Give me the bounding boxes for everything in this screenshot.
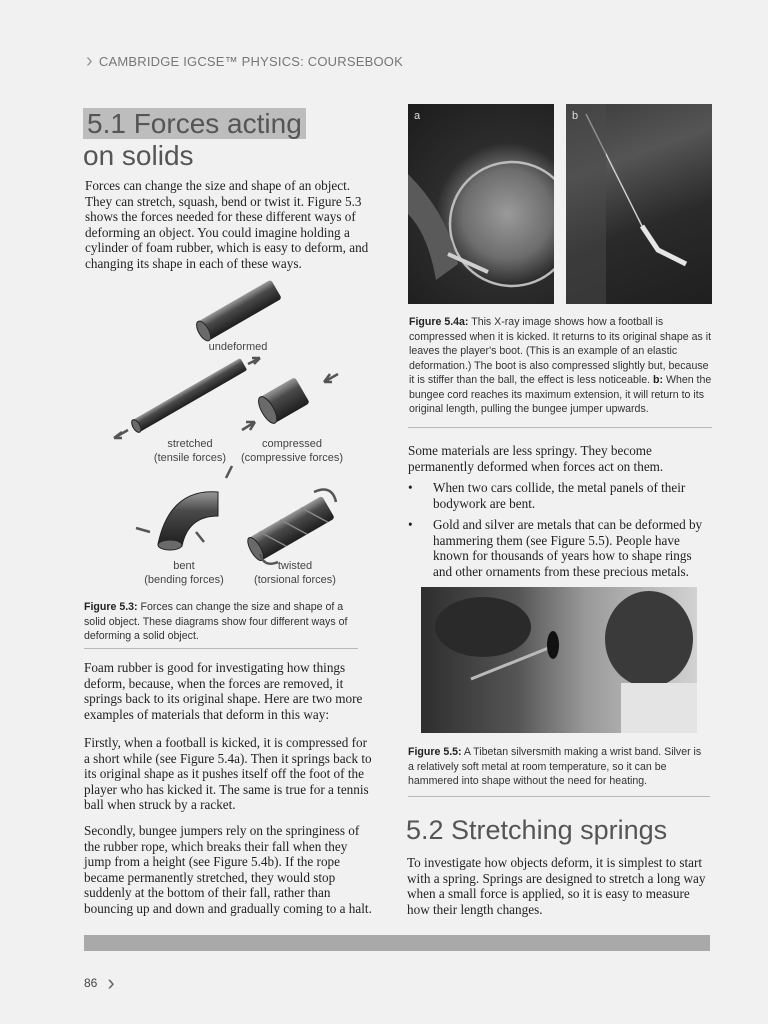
stretched-cylinder [130,358,247,434]
bullet-icon: • [408,517,413,532]
undeformed-cylinder [194,279,282,343]
bending-arrow-right [226,466,232,478]
footer-bar [84,935,710,951]
figure-5-3-caption: Figure 5.3: Forces can change the size and shape of a solid object. These diagrams show four different ways of deforming a solid object. [84,601,348,642]
section-title-5-2: 5.2 Stretching springs [406,815,668,845]
paragraph-less-springy: Some materials are less springy. They become permanently deformed when forces act on them. [408,443,664,474]
figure-5-3-diagram [100,270,360,600]
bending-arrow-down [196,532,204,542]
divider [408,427,712,428]
silversmith-photo [421,587,697,733]
xray-football-photo [408,104,554,304]
twisted-cylinder [245,496,335,563]
book-title: CAMBRIDGE IGCSE™ PHYSICS: COURSEBOOK [98,53,403,69]
tensile-arrow-right [248,358,260,364]
label-stretched: stretched (tensile forces) [153,438,227,464]
divider [408,796,710,797]
running-header [86,50,403,72]
xray-football-illustration [408,104,554,304]
chevron-right-icon: › [86,50,93,72]
divider [84,648,358,649]
figure-5-5-caption: Figure 5.5: A Tibetan silversmith making a wrist band. Silver is a relatively soft metal at room temperature, so it can be hammered into shape without the need for heating. [408,746,702,787]
page-number: 86 › [84,970,115,995]
section-title [83,108,393,172]
compressive-arrow-left [242,422,255,430]
photo-label-a: a [414,110,421,122]
compressive-arrow-right [324,374,338,382]
deformation-examples-list [408,480,708,585]
figure-5-4-caption: Figure 5.4a: This X-ray image shows how a football is compressed when it is kicked. It returns to its original shape as it leaves the player's boot. (This is an example of an elastic deformation.) The boot is also compressed slightly but, because it is stiffer than the ball, the effect is less noticeable. b: When the bungee cord reaches its maximum extension, it will return to its original length, pulling the bungee jumper upwards. [409,316,712,415]
paragraph-bungee: Secondly, bungee jumpers rely on the springiness of the rubber rope, which breaks their fall when they jump from a height (see Figure 5.4b). If the rope became permanently stretched, they would stop suddenly at the bottom of their fall, rather than bouncing up and down and gradually coming to a halt. [84,823,372,916]
paragraph-foam-rubber: Foam rubber is good for investigating how things deform, because, when the forces are removed, it springs back to its original shape. Here are two more examples of materials that deform in this way: [84,660,363,722]
section-title-line1: 5.1 Forces acting [83,108,306,139]
paragraph-springs: To investigate how objects deform, it is simplest to start with a spring. Springs are designed to stretch a long way when a small force is applied, so it is easy to measure how their length changes. [407,855,706,917]
label-twisted: twisted (torsional forces) [254,560,336,586]
chevron-right-icon: › [107,970,115,995]
label-bent: bent (bending forces) [144,560,224,586]
silversmith-illustration [421,587,697,733]
list-item: • Gold and silver are metals that can be deformed by hammering them (see Figure 5.5). People have known for thousands of years how to shape rings and other ornaments from these precious metals. [408,517,703,579]
tensile-arrow-left [114,430,128,438]
intro-paragraph: Forces can change the size and shape of an object. They can stretch, squash, bend or twist it. Figure 5.3 shows the forces needed for these different ways of deforming an object. You could imagine holding a cylinder of foam rubber, which is easy to deform, and changing its shape in each of these ways. [85,178,369,271]
compressed-cylinder [255,377,310,426]
paragraph-football: Firstly, when a football is kicked, it is compressed for a short while (see Figure 5.4a). Then it springs back to its original shape as it pushes itself off the foot of the player who has kicked it. The same is true for a tennis ball when struck by a racket. [84,735,372,812]
bending-arrow-left [136,528,150,532]
bullet-icon: • [408,480,413,495]
photo-label-b: b [572,110,579,122]
bent-cylinder [158,492,218,546]
label-compressed: compressed (compressive forces) [240,438,344,464]
bungee-illustration [566,104,712,304]
bungee-jumper-photo [566,104,712,304]
list-item: • When two cars collide, the metal panels of their bodywork are bent. [408,480,686,511]
label-undeformed: undeformed [208,341,268,353]
section-title-line2: on solids [83,140,194,171]
